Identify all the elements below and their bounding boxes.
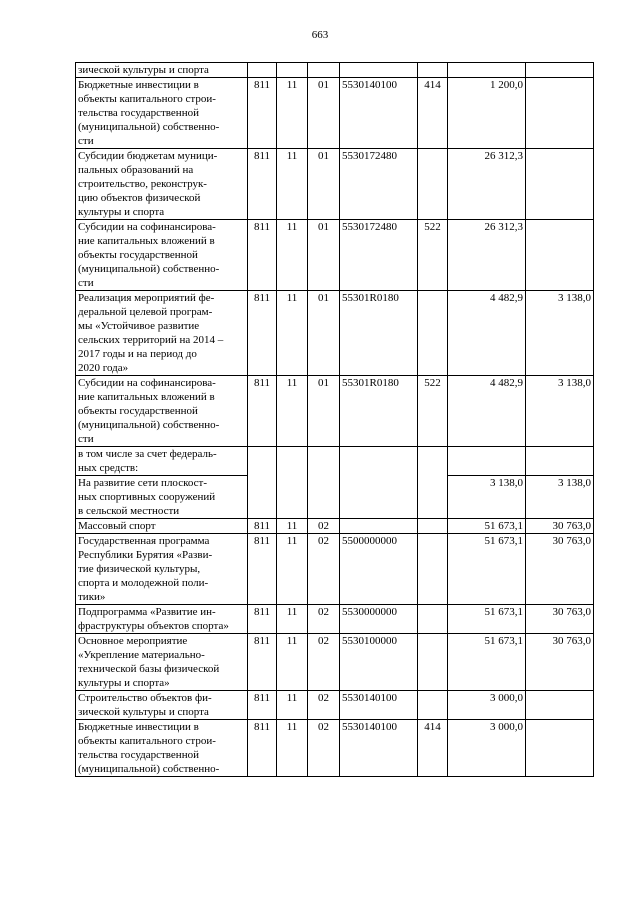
sum2-cell xyxy=(526,220,594,291)
table-row xyxy=(76,519,594,534)
vr-cell: 414 xyxy=(418,720,448,777)
vr-cell xyxy=(418,605,448,634)
sum1-cell: 51 673,1 xyxy=(448,519,526,534)
sum2-cell: 30 763,0 xyxy=(526,605,594,634)
csr-cell: 5530100000 xyxy=(340,634,418,691)
vr-cell: 414 xyxy=(418,78,448,149)
row-name: в том числе за счет федераль- ных средств: xyxy=(76,447,248,476)
table-row xyxy=(76,476,594,519)
vr-cell xyxy=(418,534,448,605)
sum1-cell xyxy=(448,447,526,476)
row-name: На развитие сети плоскост- ных спортивных сооружений в сельской местности xyxy=(76,476,248,519)
table-row xyxy=(76,291,594,376)
csr-cell xyxy=(340,447,418,476)
sum1-cell: 51 673,1 xyxy=(448,634,526,691)
podrazdel-cell: 02 xyxy=(308,634,340,691)
glava-cell: 811 xyxy=(248,605,277,634)
vr-cell xyxy=(418,519,448,534)
sum1-cell: 4 482,9 xyxy=(448,291,526,376)
razdel-cell: 11 xyxy=(277,149,308,220)
sum1-cell: 51 673,1 xyxy=(448,605,526,634)
csr-cell xyxy=(340,519,418,534)
table-row xyxy=(76,634,594,691)
podrazdel-cell: 01 xyxy=(308,376,340,447)
razdel-cell: 11 xyxy=(277,534,308,605)
table-row xyxy=(76,63,594,78)
sum2-cell: 3 138,0 xyxy=(526,376,594,447)
table-row xyxy=(76,376,594,447)
vr-cell xyxy=(418,447,448,476)
sum1-cell: 26 312,3 xyxy=(448,220,526,291)
razdel-cell: 11 xyxy=(277,220,308,291)
row-name: Бюджетные инвестиции в объекты капитального строи- тельства государственной (муниципальной) собственно- сти xyxy=(76,78,248,149)
row-name: Государственная программа Республики Бурятия «Разви- тие физической культуры, спорта и молодежной поли- тики» xyxy=(76,534,248,605)
podrazdel-cell: 01 xyxy=(308,220,340,291)
csr-cell: 5530172480 xyxy=(340,220,418,291)
podrazdel-cell: 02 xyxy=(308,720,340,777)
table-row xyxy=(76,220,594,291)
podrazdel-cell: 02 xyxy=(308,534,340,605)
razdel-cell: 11 xyxy=(277,720,308,777)
glava-cell xyxy=(248,63,277,78)
sum1-cell: 26 312,3 xyxy=(448,149,526,220)
sum1-cell xyxy=(448,63,526,78)
row-name: Бюджетные инвестиции в объекты капитального строи- тельства государственной (муниципальной) собственно- xyxy=(76,720,248,777)
podrazdel-cell xyxy=(308,447,340,476)
csr-cell: 5530140100 xyxy=(340,78,418,149)
table-row xyxy=(76,78,594,149)
csr-cell: 5530172480 xyxy=(340,149,418,220)
razdel-cell xyxy=(277,476,308,519)
podrazdel-cell xyxy=(308,63,340,78)
sum1-cell: 51 673,1 xyxy=(448,534,526,605)
podrazdel-cell: 01 xyxy=(308,78,340,149)
csr-cell: 55301R0180 xyxy=(340,376,418,447)
vr-cell xyxy=(418,634,448,691)
podrazdel-cell: 01 xyxy=(308,291,340,376)
sum1-cell: 4 482,9 xyxy=(448,376,526,447)
sum1-cell: 1 200,0 xyxy=(448,78,526,149)
sum2-cell xyxy=(526,691,594,720)
vr-cell xyxy=(418,291,448,376)
table-row xyxy=(76,720,594,777)
vr-cell: 522 xyxy=(418,376,448,447)
row-name: Субсидии бюджетам муници- пальных образований на строительство, реконструк- цию объектов физической культуры и спорта xyxy=(76,149,248,220)
row-name: Массовый спорт xyxy=(76,519,248,534)
podrazdel-cell: 02 xyxy=(308,605,340,634)
glava-cell: 811 xyxy=(248,720,277,777)
sum2-cell: 30 763,0 xyxy=(526,534,594,605)
csr-cell xyxy=(340,476,418,519)
razdel-cell: 11 xyxy=(277,519,308,534)
glava-cell: 811 xyxy=(248,220,277,291)
sum2-cell xyxy=(526,447,594,476)
sum2-cell: 3 138,0 xyxy=(526,476,594,519)
vr-cell: 522 xyxy=(418,220,448,291)
row-name: Субсидии на софинансирова- ние капитальных вложений в объекты государственной (муниципальной) собственно- сти xyxy=(76,376,248,447)
csr-cell: 5530140100 xyxy=(340,691,418,720)
row-name: Реализация мероприятий фе- деральной целевой програм- мы «Устойчивое развитие сельских территорий на 2014 – 2017 годы и на период до 2020 года» xyxy=(76,291,248,376)
sum2-cell xyxy=(526,720,594,777)
razdel-cell: 11 xyxy=(277,376,308,447)
razdel-cell: 11 xyxy=(277,78,308,149)
glava-cell: 811 xyxy=(248,519,277,534)
row-name: Подпрограмма «Развитие ин- фраструктуры объектов спорта» xyxy=(76,605,248,634)
podrazdel-cell: 02 xyxy=(308,691,340,720)
razdel-cell xyxy=(277,447,308,476)
sum2-cell xyxy=(526,78,594,149)
podrazdel-cell: 01 xyxy=(308,149,340,220)
table-row xyxy=(76,605,594,634)
razdel-cell xyxy=(277,63,308,78)
table-row xyxy=(76,534,594,605)
glava-cell: 811 xyxy=(248,78,277,149)
row-name: Субсидии на софинансирова- ние капитальных вложений в объекты государственной (муниципальной) собственно- сти xyxy=(76,220,248,291)
row-name: Основное мероприятие «Укрепление материально- технической базы физической культуры и спорта» xyxy=(76,634,248,691)
csr-cell: 55301R0180 xyxy=(340,291,418,376)
sum2-cell: 30 763,0 xyxy=(526,634,594,691)
table-row xyxy=(76,149,594,220)
sum2-cell xyxy=(526,149,594,220)
glava-cell: 811 xyxy=(248,691,277,720)
budget-table xyxy=(75,62,594,777)
vr-cell xyxy=(418,149,448,220)
glava-cell: 811 xyxy=(248,376,277,447)
table-row xyxy=(76,691,594,720)
page-number: 663 xyxy=(311,29,329,41)
csr-cell: 5530000000 xyxy=(340,605,418,634)
vr-cell xyxy=(418,63,448,78)
csr-cell: 5500000000 xyxy=(340,534,418,605)
sum1-cell: 3 138,0 xyxy=(448,476,526,519)
sum1-cell: 3 000,0 xyxy=(448,691,526,720)
vr-cell xyxy=(418,476,448,519)
glava-cell: 811 xyxy=(248,634,277,691)
sum2-cell: 30 763,0 xyxy=(526,519,594,534)
razdel-cell: 11 xyxy=(277,691,308,720)
razdel-cell: 11 xyxy=(277,291,308,376)
razdel-cell: 11 xyxy=(277,605,308,634)
glava-cell xyxy=(248,447,277,476)
sum2-cell: 3 138,0 xyxy=(526,291,594,376)
glava-cell: 811 xyxy=(248,534,277,605)
glava-cell: 811 xyxy=(248,149,277,220)
row-name: зической культуры и спорта xyxy=(76,63,248,78)
csr-cell xyxy=(340,63,418,78)
row-name: Строительство объектов фи- зической культуры и спорта xyxy=(76,691,248,720)
csr-cell: 5530140100 xyxy=(340,720,418,777)
glava-cell: 811 xyxy=(248,291,277,376)
razdel-cell: 11 xyxy=(277,634,308,691)
podrazdel-cell xyxy=(308,476,340,519)
table-row xyxy=(76,447,594,476)
sum2-cell xyxy=(526,63,594,78)
vr-cell xyxy=(418,691,448,720)
glava-cell xyxy=(248,476,277,519)
sum1-cell: 3 000,0 xyxy=(448,720,526,777)
podrazdel-cell: 02 xyxy=(308,519,340,534)
